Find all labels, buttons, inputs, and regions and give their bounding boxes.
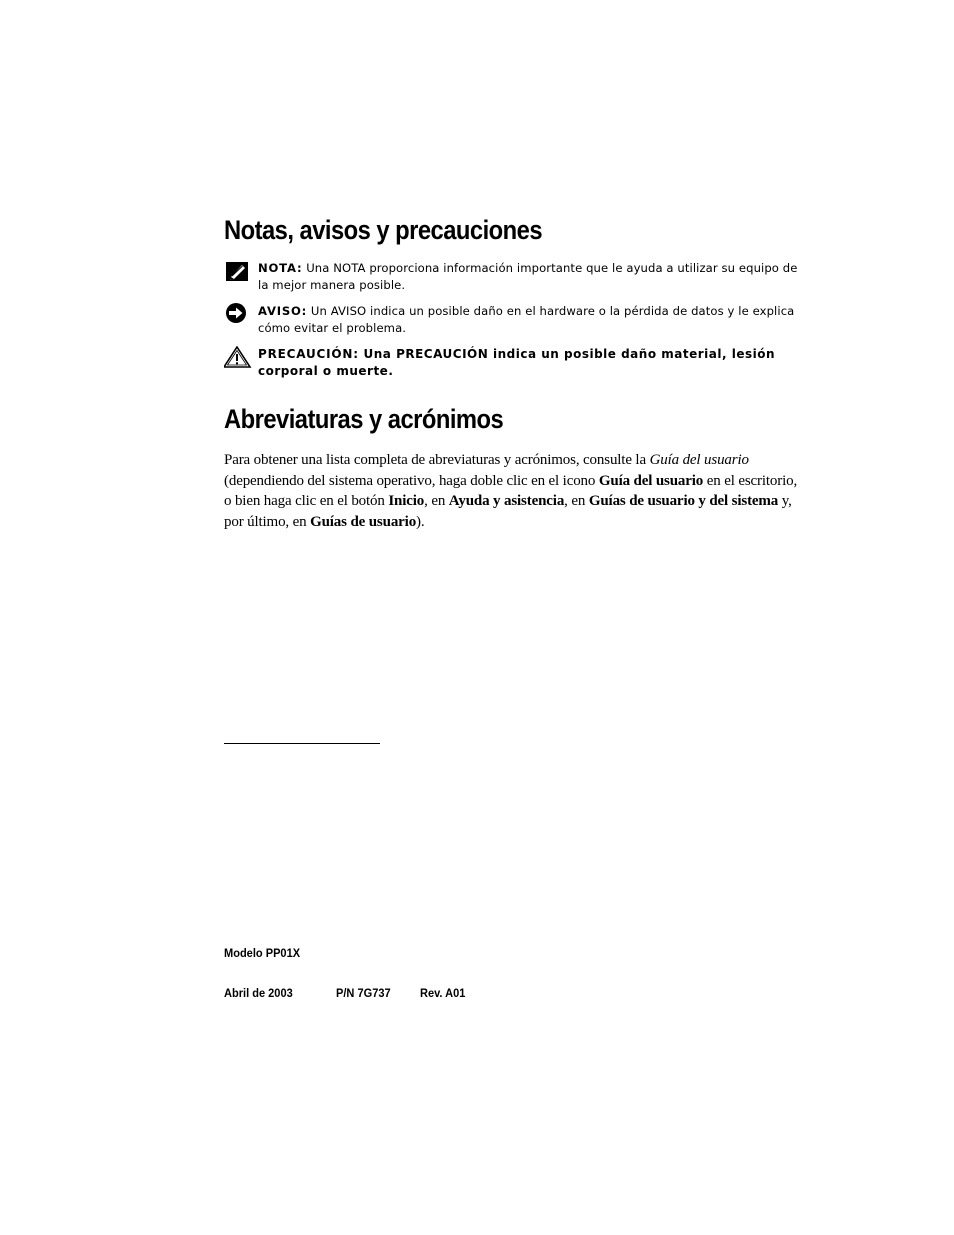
caution-label: PRECAUCIÓN: xyxy=(258,347,359,361)
notice-arrow-icon xyxy=(224,303,250,327)
start-button-name: Inicio xyxy=(388,493,425,509)
abbreviations-paragraph xyxy=(224,450,804,532)
system-guides-name: Guías de usuario y del sistema xyxy=(588,493,779,509)
aviso-text: Un AVISO indica un posible daño en el hardware o la pérdida de datos y le explica cómo evitar el problema. xyxy=(258,304,795,335)
paragraph-text: , en xyxy=(564,493,589,509)
caution-triangle-icon xyxy=(224,346,250,370)
caution-text: Una PRECAUCIÓN indica un posible daño material, lesión corporal o muerte. xyxy=(258,347,775,378)
help-support-name: Ayuda y asistencia xyxy=(448,493,565,509)
note-notice xyxy=(224,260,799,294)
paragraph-text: y, por último, en xyxy=(224,493,792,530)
publication-date: Abril de 2003 xyxy=(224,986,293,1000)
paragraph-text: (dependiendo del sistema operativo, haga doble clic en el icono xyxy=(224,472,599,489)
paragraph-text: en el escritorio, o bien haga clic en el botón xyxy=(224,472,798,509)
guide-title: Guía del usuario xyxy=(649,452,749,468)
user-guide-icon-name: Guía del usuario xyxy=(598,472,704,489)
notices-heading: Notas, avisos y precauciones xyxy=(224,215,543,245)
aviso-notice xyxy=(224,303,799,337)
paragraph-text: Para obtener una lista completa de abreviaturas y acrónimos, consulte la xyxy=(224,452,650,468)
aviso-label: AVISO: xyxy=(258,304,308,318)
revision: Rev. A01 xyxy=(420,986,466,1000)
note-pencil-icon xyxy=(224,260,250,284)
model-number: Modelo PP01X xyxy=(224,946,301,960)
user-guides-name: Guías de usuario xyxy=(310,513,417,530)
caution-notice xyxy=(224,346,799,380)
paragraph-text: , en xyxy=(424,493,449,509)
note-label: NOTA: xyxy=(258,261,303,275)
part-number: P/N 7G737 xyxy=(336,986,391,1000)
paragraph-text: ). xyxy=(416,513,425,530)
note-text: Una NOTA proporciona información importante que le ayuda a utilizar su equipo de la mejor manera posible. xyxy=(258,261,798,292)
abbreviations-heading: Abreviaturas y acrónimos xyxy=(224,404,504,434)
footnote-divider xyxy=(224,743,380,744)
